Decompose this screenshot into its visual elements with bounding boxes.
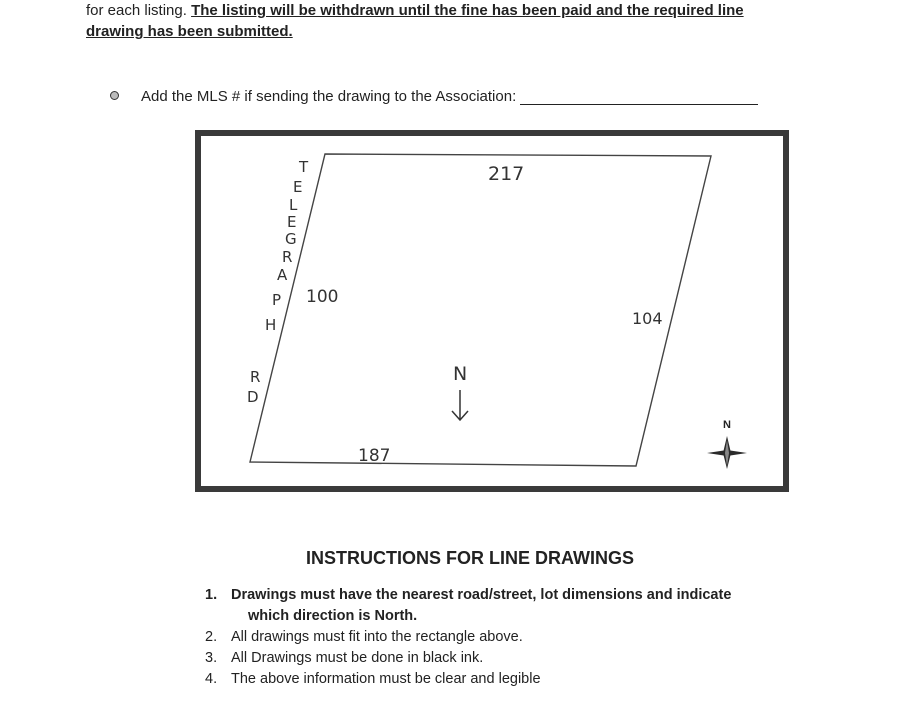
instruction-text: The above information must be clear and legible [231,671,541,687]
mls-note-label: Add the MLS # if sending the drawing to the Association: [141,88,517,105]
instruction-number: 2. [205,629,218,645]
intro-paragraph [86,0,766,42]
north-arrow-label: N [453,363,468,385]
intro-emphasis-text: The listing will be withdrawn until the fine has been paid and the required line drawing has been submitted. [86,2,744,40]
road-letter: E [287,213,297,231]
road-letter: E [293,178,303,196]
instruction-text: All drawings must fit into the rectangle above. [231,629,523,645]
mls-number-blank[interactable] [520,88,758,105]
bullet-icon [110,91,119,100]
instruction-text: All Drawings must be done in black ink. [231,650,484,666]
road-letter: R [282,248,293,266]
road-name [247,158,309,406]
road-letter: A [277,266,288,284]
instruction-item [205,627,765,648]
mls-note-row [110,88,758,105]
line-drawing-frame [195,130,789,492]
instruction-number: 1. [205,587,218,603]
instruction-item [205,585,765,627]
instruction-text: Drawings must have the nearest road/street, lot dimensions and indicate [231,587,732,603]
road-letter: R [250,368,261,386]
instruction-item [205,648,765,669]
instruction-number: 3. [205,650,218,666]
instructions-title: INSTRUCTIONS FOR LINE DRAWINGS [306,548,634,568]
dimension-right: 104 [632,309,663,328]
dimension-top: 217 [488,163,525,185]
instructions-list [205,585,765,690]
instruction-number: 4. [205,671,218,687]
road-letter: P [272,291,282,309]
line-drawing-svg [195,130,789,492]
road-letter: G [285,230,297,248]
road-letter: D [247,388,259,406]
dimension-left: 100 [306,287,339,307]
road-letter: T [299,158,309,176]
intro-lead-text: for each listing. [86,2,187,19]
north-arrow-icon [452,390,468,420]
road-letter: H [265,316,277,334]
road-letter: L [289,196,298,214]
compass-label: N [723,419,731,431]
dimension-bottom: 187 [358,446,391,466]
compass-rose-icon [707,436,747,469]
instruction-item [205,669,765,690]
instruction-text-continued: which direction is North. [248,608,418,624]
